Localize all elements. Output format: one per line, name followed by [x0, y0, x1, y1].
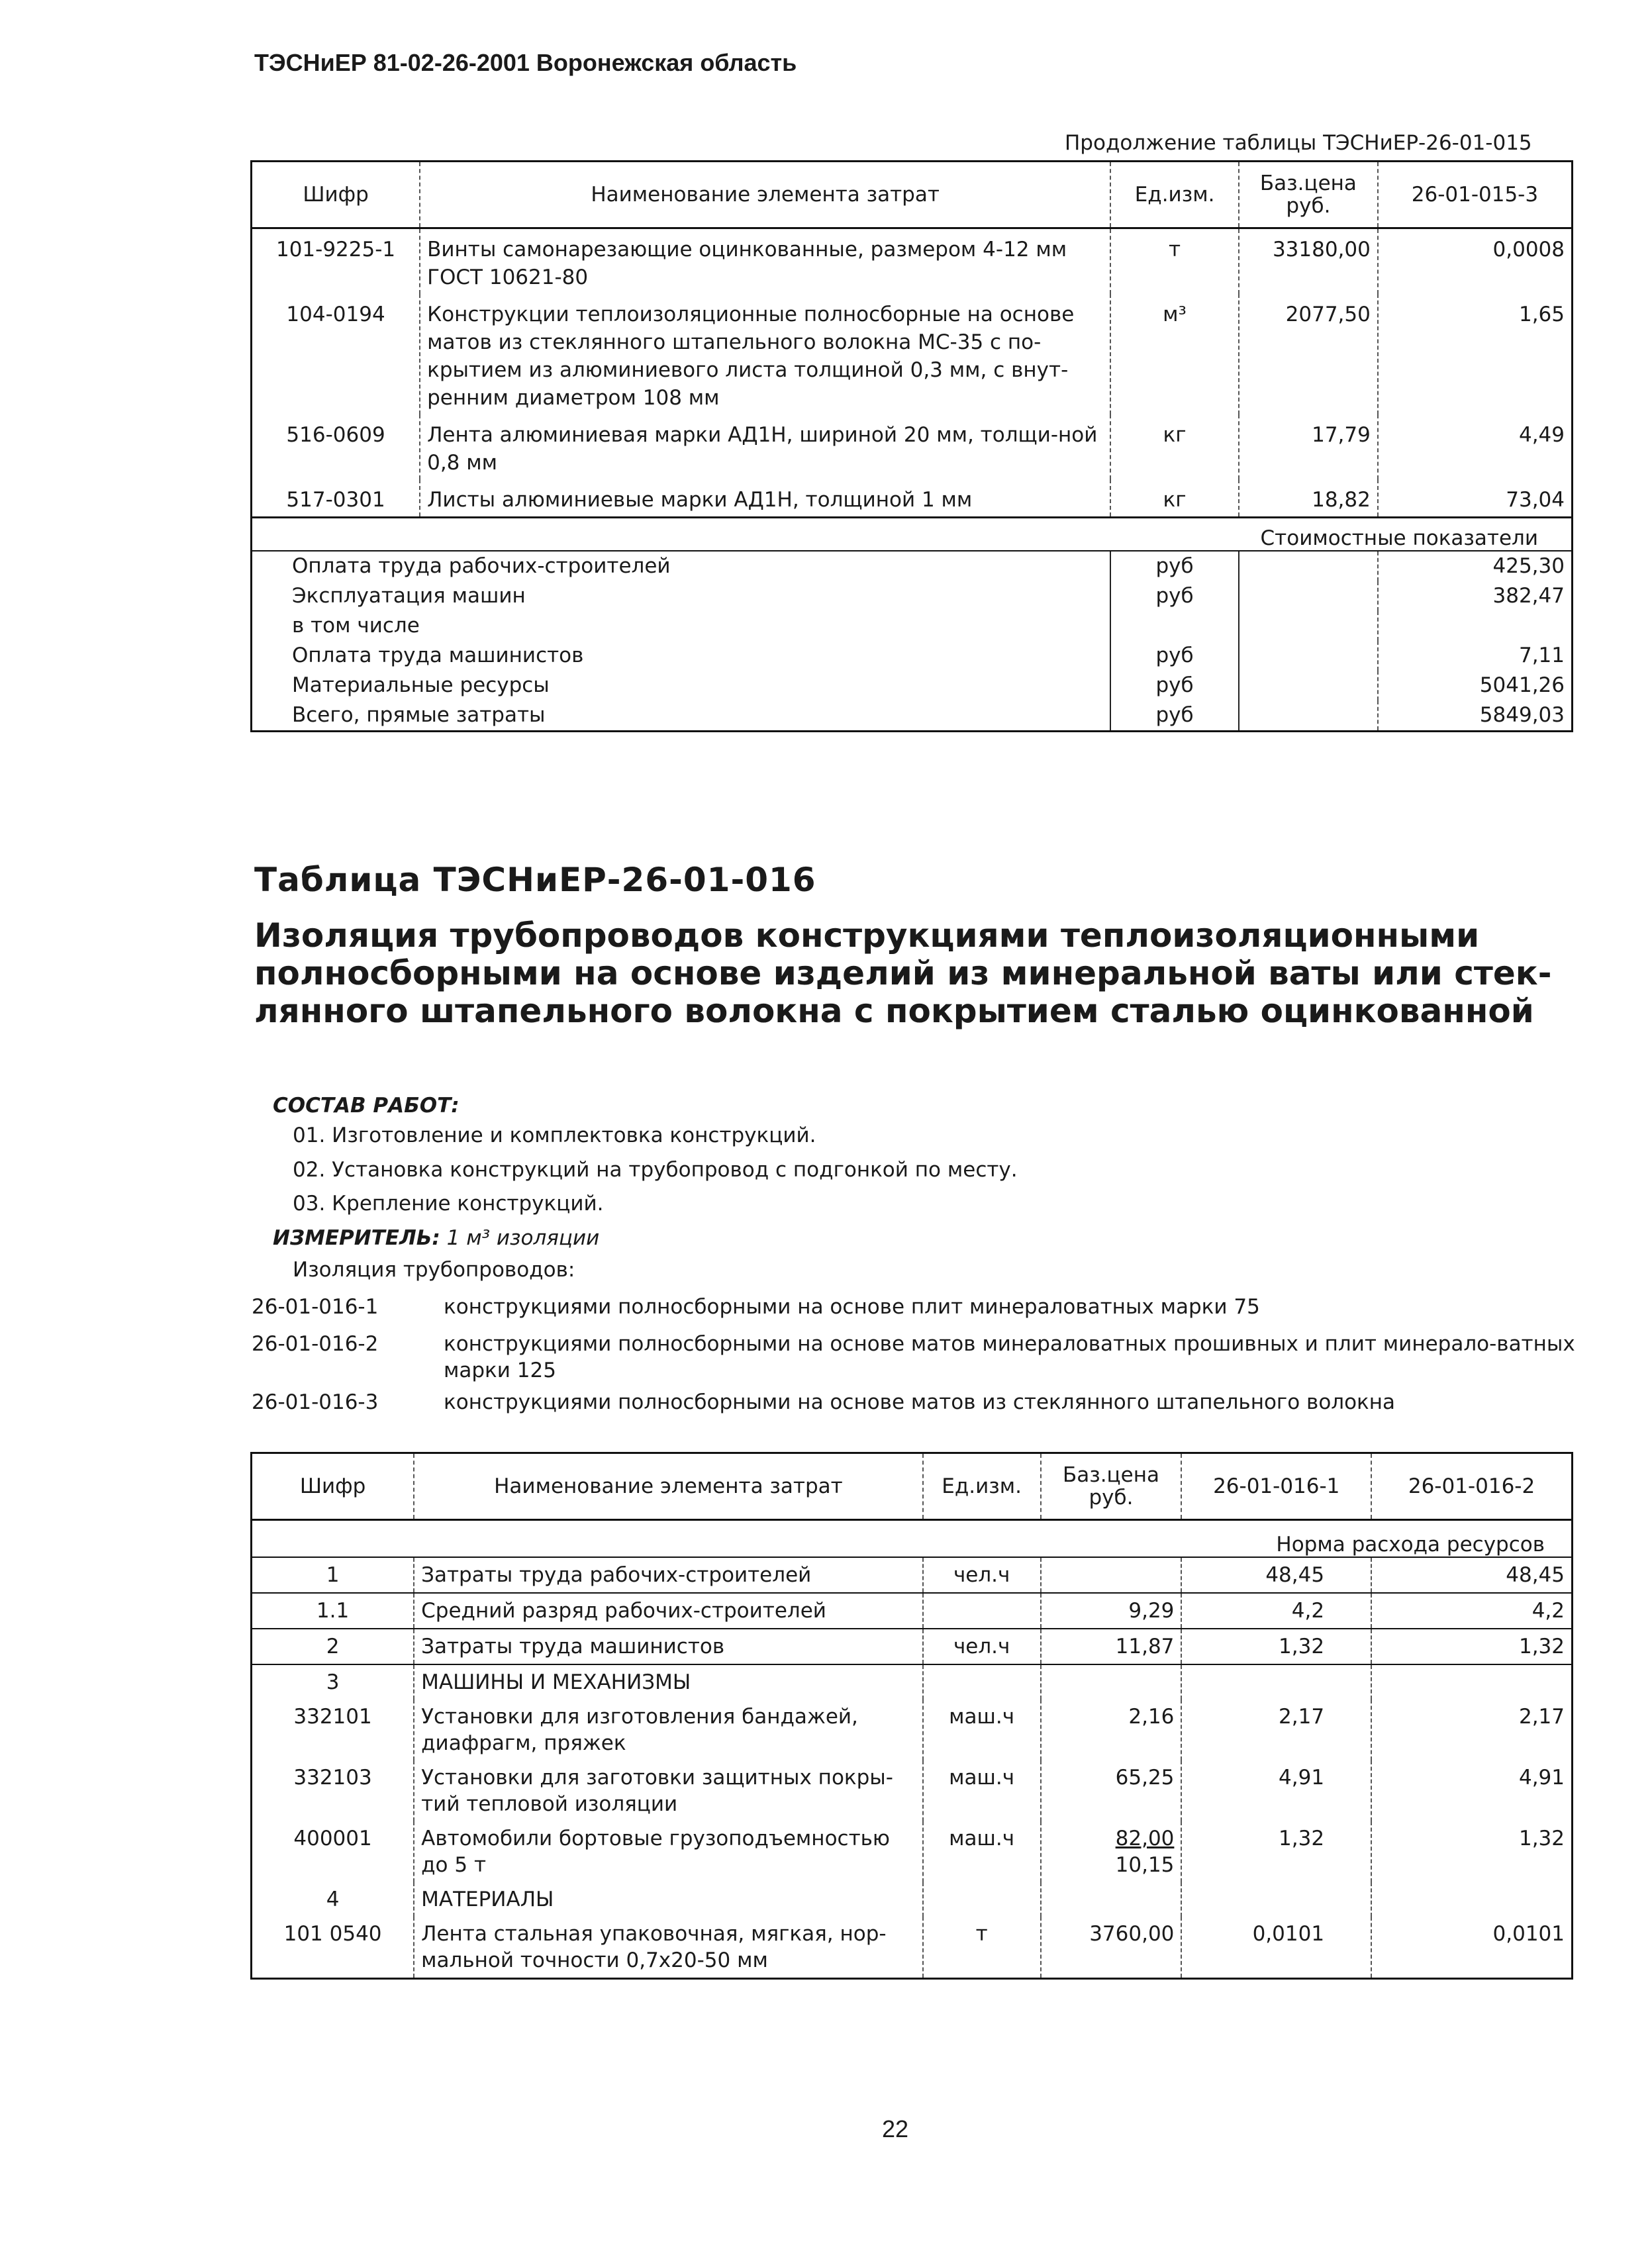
row-price [1041, 1664, 1182, 1700]
row-code: 2 [252, 1629, 414, 1664]
sostav-label: СОСТАВ РАБОТ: [273, 1094, 460, 1118]
row-v1: 0,0101 [1181, 1917, 1371, 1979]
cost-unit: руб [1110, 641, 1239, 671]
cost-value: 425,30 [1492, 554, 1565, 578]
row-unit: кг [1110, 479, 1239, 518]
izmeritel-value: 1 м³ изоляции [446, 1226, 600, 1250]
row-v1 [1181, 1882, 1371, 1917]
cost-row [252, 641, 1573, 671]
table-title: Таблица ТЭСНиЕР-26-01-016 [254, 861, 816, 899]
table-row [252, 1557, 1573, 1593]
code-text: конструкциями полносборными на основе матов из стеклянного штапельного волокна [444, 1390, 1396, 1414]
row-unit [923, 1664, 1041, 1700]
work-item: 03. Крепление конструкций. [293, 1192, 604, 1216]
cost-value: 5849,03 [1479, 703, 1565, 727]
header-unit: Ед.изм. [1110, 162, 1239, 228]
header-code: Шифр [252, 1453, 414, 1520]
cost-row [252, 700, 1573, 732]
row-name: Средний разряд рабочих-строителей [414, 1593, 923, 1629]
code-item [252, 1389, 1582, 1418]
row-v1 [1181, 1664, 1371, 1700]
row-unit: маш.ч [923, 1821, 1041, 1882]
cost-table-26-01-015 [250, 160, 1573, 732]
row-value: 0,0008 [1492, 238, 1565, 262]
table-row [252, 479, 1573, 518]
header-col: 26-01-015-3 [1378, 162, 1573, 228]
row-v2: 0,0101 [1492, 1922, 1565, 1946]
table-header-row [252, 162, 1573, 228]
row-name: МАТЕРИАЛЫ [414, 1882, 923, 1917]
table-row [252, 1664, 1573, 1700]
table-row [252, 1821, 1573, 1882]
row-price: 82,00 [1115, 1827, 1175, 1850]
cost-row [252, 611, 1573, 641]
row-unit: чел.ч [923, 1629, 1041, 1664]
row-code: 1.1 [252, 1593, 414, 1629]
table-row [252, 1593, 1573, 1629]
cost-name: Оплата труда машинистов [252, 641, 1111, 671]
row-code: 101-9225-1 [252, 228, 420, 295]
cost-row [252, 581, 1573, 611]
cost-unit: руб [1110, 671, 1239, 700]
cost-unit: руб [1110, 551, 1239, 581]
row-code: 400001 [252, 1821, 414, 1882]
header-unit: Ед.изм. [923, 1453, 1041, 1520]
row-v2: 4,2 [1371, 1593, 1572, 1629]
row-price: 11,87 [1041, 1629, 1182, 1664]
row-code: 517-0301 [252, 479, 420, 518]
code-text: конструкциями полносборными на основе плит минераловатных марки 75 [444, 1295, 1260, 1319]
row-price [1041, 1557, 1182, 1593]
code: 26-01-016-3 [252, 1390, 379, 1414]
table-row [252, 1917, 1573, 1979]
table-row [252, 1629, 1573, 1664]
header-name: Наименование элемента затрат [420, 162, 1110, 228]
row-v2 [1371, 1882, 1572, 1917]
row-price: 3760,00 [1041, 1917, 1182, 1979]
izmeritel [273, 1226, 599, 1250]
row-unit: т [923, 1917, 1041, 1979]
row-price: 2077,50 [1239, 294, 1378, 414]
cost-empty [1239, 611, 1378, 641]
row-value: 1,65 [1518, 303, 1565, 326]
cost-unit: руб [1110, 581, 1239, 611]
row-unit: маш.ч [923, 1700, 1041, 1760]
cost-empty [1239, 641, 1378, 671]
header-name: Наименование элемента затрат [414, 1453, 923, 1520]
row-code: 1 [252, 1557, 414, 1593]
code-item [252, 1294, 1582, 1323]
row-code: 332103 [252, 1760, 414, 1821]
row-unit: маш.ч [923, 1760, 1041, 1821]
row-unit: чел.ч [923, 1557, 1041, 1593]
code: 26-01-016-1 [252, 1295, 379, 1319]
header-col2: 26-01-016-2 [1371, 1453, 1572, 1520]
row-unit: м³ [1110, 294, 1239, 414]
header-code: Шифр [252, 162, 420, 228]
row-v2: 1,32 [1518, 1827, 1565, 1850]
section-row [252, 518, 1573, 551]
row-v1: 4,91 [1181, 1760, 1371, 1821]
table-row [252, 414, 1573, 479]
header-price: Баз.цена руб. [1041, 1453, 1182, 1520]
cost-name: Всего, прямые затраты [252, 700, 1111, 732]
cost-row [252, 551, 1573, 581]
row-name: Винты самонарезающие оцинкованные, размером 4-12 мм ГОСТ 10621-80 [420, 228, 1110, 295]
row-name: МАШИНЫ И МЕХАНИЗМЫ [414, 1664, 923, 1700]
row-code: 516-0609 [252, 414, 420, 479]
cost-unit: руб [1110, 700, 1239, 732]
table-caption: Продолжение таблицы ТЭСНиЕР-26-01-015 [1065, 131, 1532, 155]
row-code: 4 [252, 1882, 414, 1917]
cost-name: Оплата труда рабочих-строителей [252, 551, 1111, 581]
header-price: Баз.цена руб. [1239, 162, 1378, 228]
norm-label: Норма расхода ресурсов [252, 1520, 1573, 1558]
row-value: 73,04 [1506, 488, 1565, 512]
row-v1: 4,2 [1181, 1593, 1371, 1629]
work-item: 01. Изготовление и комплектовка конструкций. [293, 1124, 816, 1147]
row-price: 18,82 [1239, 479, 1378, 518]
cost-empty [1239, 551, 1378, 581]
row-unit: кг [1110, 414, 1239, 479]
row-name: Лента стальная упаковочная, мягкая, нор-мальной точности 0,7х20-50 мм [414, 1917, 923, 1979]
row-v2: 2,17 [1518, 1705, 1565, 1729]
row-price: 33180,00 [1239, 228, 1378, 295]
cost-value [1378, 611, 1573, 641]
row-v1: 1,32 [1181, 1629, 1371, 1664]
header-col1: 26-01-016-1 [1181, 1453, 1371, 1520]
cost-value: 382,47 [1492, 584, 1565, 608]
cost-row [252, 671, 1573, 700]
norm-row [252, 1520, 1573, 1558]
table-row [252, 1700, 1573, 1760]
row-v1: 1,32 [1181, 1821, 1371, 1882]
cost-value: 5041,26 [1479, 673, 1565, 697]
row-v2: 1,32 [1371, 1629, 1572, 1664]
row-unit: т [1110, 228, 1239, 295]
row-value: 4,49 [1518, 423, 1565, 447]
cost-name: Материальные ресурсы [252, 671, 1111, 700]
row-name: Листы алюминиевые марки АД1Н, толщиной 1 мм [420, 479, 1110, 518]
row-price-2: 10,15 [1115, 1853, 1175, 1877]
row-code: 3 [252, 1664, 414, 1700]
page-number: 22 [882, 2115, 909, 2142]
row-price: 65,25 [1041, 1760, 1182, 1821]
code: 26-01-016-2 [252, 1332, 379, 1356]
row-v2 [1371, 1664, 1572, 1700]
code-text: конструкциями полносборными на основе матов минераловатных прошивных и плит минерало-ватных марки 125 [444, 1332, 1575, 1382]
cost-empty [1239, 671, 1378, 700]
cost-name: Эксплуатация машин [252, 581, 1111, 611]
row-name: Затраты труда рабочих-строителей [414, 1557, 923, 1593]
row-unit [923, 1593, 1041, 1629]
work-item: 02. Установка конструкций на трубопровод с подгонкой по месту. [293, 1158, 1018, 1182]
row-code: 101 0540 [252, 1917, 414, 1979]
row-price: 17,79 [1239, 414, 1378, 479]
row-v2: 48,45 [1371, 1557, 1572, 1593]
row-price: 2,16 [1041, 1700, 1182, 1760]
row-price [1041, 1882, 1182, 1917]
cost-empty [1239, 581, 1378, 611]
izolyatsiya-label: Изоляция трубопроводов: [293, 1258, 575, 1282]
resource-table-26-01-016 [250, 1452, 1573, 1980]
table-row [252, 294, 1573, 414]
cost-unit [1110, 611, 1239, 641]
row-name: Установки для заготовки защитных покры-тий тепловой изоляции [414, 1760, 923, 1821]
table-row [252, 1882, 1573, 1917]
cost-empty [1239, 700, 1378, 732]
table-row [252, 228, 1573, 295]
row-v2: 4,91 [1518, 1766, 1565, 1790]
cost-name: в том числе [252, 611, 1111, 641]
table-heading: Изоляция трубопроводов конструкциями теплоизоляционными полносборными на основе изделий из минеральной ваты или стек-лянного штапельного волокна с покрытием сталью оцинкованной [254, 916, 1552, 1030]
row-unit [923, 1882, 1041, 1917]
cost-value: 7,11 [1518, 644, 1565, 667]
row-code: 104-0194 [252, 294, 420, 414]
row-name: Конструкции теплоизоляционные полносборные на основе матов из стеклянного штапельного волокна МС-35 с по-крытием из алюминиевого листа толщиной 0,3 мм, с внут-ренним диаметром 108 мм [420, 294, 1110, 414]
izmeritel-label: ИЗМЕРИТЕЛЬ: [273, 1226, 440, 1250]
page-header: ТЭСНиЕР 81-02-26-2001 Воронежская область [254, 49, 797, 76]
row-name: Автомобили бортовые грузоподъемностью до 5 т [414, 1821, 923, 1882]
section-label: Стоимостные показатели [252, 518, 1573, 551]
row-name: Установки для изготовления бандажей, диафрагм, пряжек [414, 1700, 923, 1760]
row-price: 9,29 [1041, 1593, 1182, 1629]
table-header-row [252, 1453, 1573, 1520]
row-name: Лента алюминиевая марки АД1Н, шириной 20 мм, толщи-ной 0,8 мм [420, 414, 1110, 479]
row-name: Затраты труда машинистов [414, 1629, 923, 1664]
table-row [252, 1760, 1573, 1821]
row-price-cell [1041, 1821, 1182, 1882]
row-v1: 48,45 [1181, 1557, 1371, 1593]
code-item [252, 1331, 1582, 1386]
row-v1: 2,17 [1181, 1700, 1371, 1760]
row-code: 332101 [252, 1700, 414, 1760]
